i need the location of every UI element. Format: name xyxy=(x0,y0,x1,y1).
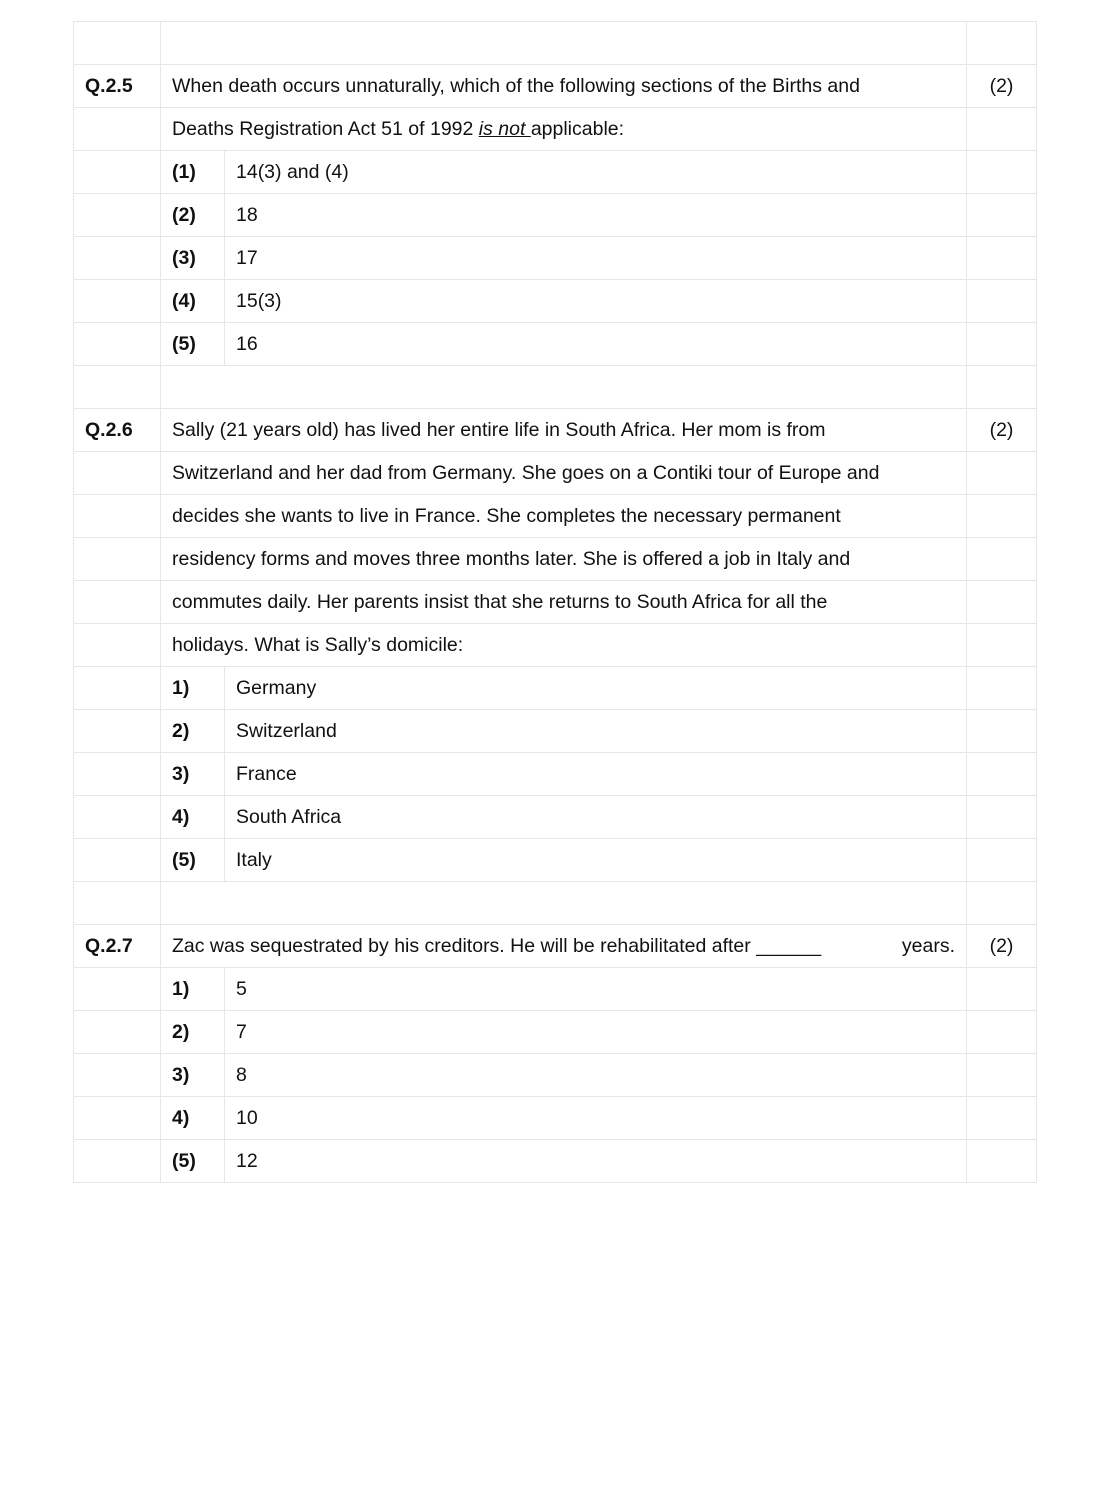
question-number: Q.2.5 xyxy=(74,65,161,108)
option-text: 12 xyxy=(225,1140,967,1183)
option-number: 4) xyxy=(161,1097,225,1140)
option-number: 2) xyxy=(161,1011,225,1054)
option-row xyxy=(74,151,1037,194)
option-text: France xyxy=(225,753,967,796)
option-text: 16 xyxy=(225,323,967,366)
option-number: 3) xyxy=(161,1054,225,1097)
option-number: 2) xyxy=(161,710,225,753)
option-text: 15(3) xyxy=(225,280,967,323)
option-number: (3) xyxy=(161,237,225,280)
option-number: 1) xyxy=(161,667,225,710)
option-text: 18 xyxy=(225,194,967,237)
question-text-line: When death occurs unnaturally, which of the following sections of the Births and xyxy=(161,65,967,108)
question-text-line: Zac was sequestrated by his creditors. He will be rehabilitated after ______ years. xyxy=(161,925,967,968)
option-number: (5) xyxy=(161,1140,225,1183)
question-row-q27 xyxy=(74,925,1037,968)
emphasis-text: is not xyxy=(478,117,531,140)
option-row xyxy=(74,667,1037,710)
fill-in-blank: ______ xyxy=(756,934,822,957)
question-row-q25-cont xyxy=(74,108,1037,151)
option-text: 5 xyxy=(225,968,967,1011)
option-row xyxy=(74,1097,1037,1140)
option-text: South Africa xyxy=(225,796,967,839)
option-row xyxy=(74,1140,1037,1183)
option-row xyxy=(74,753,1037,796)
option-text: 10 xyxy=(225,1097,967,1140)
option-row xyxy=(74,1054,1037,1097)
option-row xyxy=(74,237,1037,280)
exam-question-table xyxy=(73,21,1037,1183)
question-text-line: Switzerland and her dad from Germany. She goes on a Contiki tour of Europe and xyxy=(161,452,967,495)
option-row xyxy=(74,280,1037,323)
option-text: Germany xyxy=(225,667,967,710)
option-text: Switzerland xyxy=(225,710,967,753)
question-number: Q.2.7 xyxy=(74,925,161,968)
option-row xyxy=(74,194,1037,237)
option-row xyxy=(74,710,1037,753)
option-number: 1) xyxy=(161,968,225,1011)
question-row-q26-cont xyxy=(74,495,1037,538)
question-text-line: commutes daily. Her parents insist that she returns to South Africa for all the xyxy=(161,581,967,624)
question-row-q26-cont xyxy=(74,581,1037,624)
question-number: Q.2.6 xyxy=(74,409,161,452)
question-marks: (2) xyxy=(967,409,1037,452)
option-row xyxy=(74,968,1037,1011)
question-row-q26-cont xyxy=(74,538,1037,581)
option-number: (2) xyxy=(161,194,225,237)
option-number: 4) xyxy=(161,796,225,839)
option-row xyxy=(74,1011,1037,1054)
question-row-q26-cont xyxy=(74,624,1037,667)
option-text: 7 xyxy=(225,1011,967,1054)
spacer-row xyxy=(74,22,1037,65)
question-row-q26-cont xyxy=(74,452,1037,495)
option-number: (4) xyxy=(161,280,225,323)
option-number: (1) xyxy=(161,151,225,194)
spacer-row xyxy=(74,366,1037,409)
spacer-row xyxy=(74,882,1037,925)
question-marks: (2) xyxy=(967,925,1037,968)
option-row xyxy=(74,796,1037,839)
option-text: 8 xyxy=(225,1054,967,1097)
question-text-line: residency forms and moves three months later. She is offered a job in Italy and xyxy=(161,538,967,581)
question-text-line: Deaths Registration Act 51 of 1992 is not applicable: xyxy=(161,108,967,151)
option-number: (5) xyxy=(161,839,225,882)
option-number: (5) xyxy=(161,323,225,366)
question-row-q25 xyxy=(74,65,1037,108)
question-text-line: decides she wants to live in France. She completes the necessary permanent xyxy=(161,495,967,538)
question-row-q26 xyxy=(74,409,1037,452)
question-text-line: holidays. What is Sally’s domicile: xyxy=(161,624,967,667)
question-marks: (2) xyxy=(967,65,1037,108)
option-text: 17 xyxy=(225,237,967,280)
option-number: 3) xyxy=(161,753,225,796)
option-text: Italy xyxy=(225,839,967,882)
option-row xyxy=(74,839,1037,882)
question-text-line: Sally (21 years old) has lived her entire life in South Africa. Her mom is from xyxy=(161,409,967,452)
option-row xyxy=(74,323,1037,366)
option-text: 14(3) and (4) xyxy=(225,151,967,194)
